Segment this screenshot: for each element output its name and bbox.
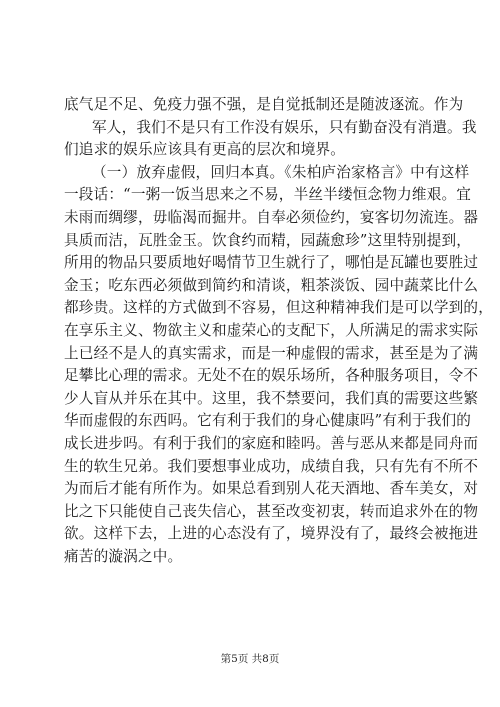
text-line: 少人盲从并乐在其中。这里，我不禁要问，我们真的需要这些繁: [64, 389, 479, 407]
text-line: （一）放弃虚假，回归本真。《朱柏庐治家格言》中有这样: [92, 163, 470, 181]
body-text: [64, 94, 494, 568]
text-line: 欲。这样下去，上进的心态没有了，境界没有了，最终会被拖进: [64, 525, 479, 543]
text-line: 军人，我们不是只有工作没有娱乐，只有勤奋没有消遣。我: [92, 118, 477, 136]
text-line: 所用的物品只要质地好喝情节卫生就行了，哪怕是瓦罐也要胜过: [64, 254, 479, 272]
page-number-footer: 第5页 共8页: [220, 653, 280, 665]
text-line: 们追求的娱乐应该具有更高的层次和境界。: [64, 141, 346, 159]
text-line: 比之下只能使自己丧失信心，甚至改变初衷，转而追求外在的物: [64, 502, 479, 520]
text-line: 足攀比心理的需求。无处不在的娱乐场所，各种服务项目，令不: [64, 367, 479, 385]
text-line: 金玉；吃东西必须做到简约和清谈，粗茶淡饭、园中蔬菜比什么: [64, 276, 479, 294]
text-line: 未雨而绸缪，毋临渴而掘井。自奉必须俭约，宴客切勿流连。器: [64, 208, 479, 226]
text-line: 痛苦的漩涡之中。: [64, 547, 183, 565]
text-line: 生的软生兄弟。我们要想事业成功，成绩自我，只有先有不所不: [64, 457, 479, 475]
text-line: 华而虚假的东西吗。它有利于我们的身心健康吗”有利于我们的: [64, 412, 472, 430]
text-line: 为而后才能有所作为。如果总看到别人花天酒地、香车美女，对: [64, 480, 479, 498]
text-line: 上已经不是人的真实需求，而是一种虚假的需求，甚至是为了满: [64, 344, 479, 362]
text-line: 都珍贵。这样的方式做到不容易，但这种精神我们是可以学到的，: [64, 299, 494, 317]
text-line: 具质而洁，瓦胜金玉。饮食约而精，园蔬愈珍”这里特别提到，: [64, 231, 472, 249]
text-line: 在享乐主义、物欲主义和虚荣心的支配下，人所满足的需求实际: [64, 321, 479, 339]
text-line: 一段话：“一粥一饭当思来之不易，半丝半缕恒念物力维艰。宜: [64, 186, 472, 204]
text-line: 成长进步吗。有利于我们的家庭和睦吗。善与恶从来都是同舟而: [64, 434, 479, 452]
text-line: 底气足不足、免疫力强不强，是自觉抵制还是随波逐流。作为: [64, 96, 464, 113]
